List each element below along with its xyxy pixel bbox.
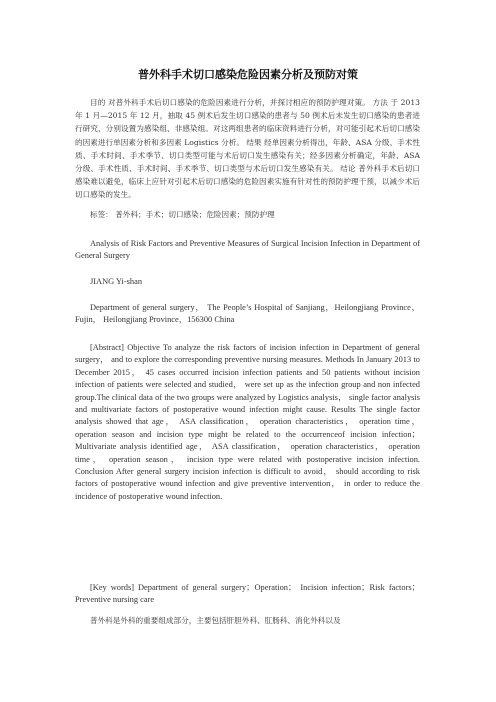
author-affiliation: Department of general surgery， The People’s Hospital of Sanjiang，Heilongjiang Province，Fujin， Heilongjiang Province，156300 China — [75, 303, 420, 325]
english-title: Analysis of Risk Factors and Preventive Measures of Surgical Incision Infection in Department of General Surgery — [75, 239, 420, 261]
body-text-start: 普外科是外科的重要组成部分，主要包括肝胆外科、肛肠科、消化外科以及 — [90, 616, 341, 625]
keywords-english: [Key words] Department of general surgery；Operation； Incision infection；Risk factors； Preventive nursing care — [75, 583, 420, 605]
author-name: JIANG Yi-shan — [90, 277, 143, 286]
keywords-chinese: 标签： 普外科；手术；切口感染；危险因素；预防护理 — [90, 210, 275, 219]
abstract-english: [Abstract] Objective To analyze the risk factors of incision infection in Department of general surgery， and to explore the corresponding preventive nursing measures. Methods In January 2013 to December 2015， 45 cases occurred incision infection patients and 50 patients without incision infection of patients were selected and studied， were set up as the infection group and non infected group.The clinical data of the two groups were analyzed by Logistics analysis， single factor analysis and multivariate factors of postoperative wound infection might cause. Results The single factor analysis showed that age， ASA classification， operation characteristics， operation time，operation season and incision type might be related to the occurrenceof incision infection；Multivariate analysis identified age， ASA classification， operation characteristics， operation time， operation season， incision type were related with postoperative incision infection. Conclusion After general surgery incision infection is difficult to avoid， should according to risk factors of postoperative wound infection and give preventive intervention， in order to reduce the incidence of postoperative wound infection. — [75, 343, 420, 501]
paper-title: 普外科手术切口感染危险因素分析及预防对策 — [138, 68, 358, 81]
abstract-chinese: 目的 对普外科手术后切口感染的危险因素进行分析，并探讨相应的预防护理对策。 方法 于 2013 年 1 月—2015 年 12 月，抽取 45 例术后发生切口感染的患者与 50 例术后未发生切口感染的患者进行研究，分别设置为感染组、非感染组。对这两组患者的临床资料进行分析，对可能引起术后切口感染的因素进行单因素分析和多因素 Logistics 分析。 结果 经单因素分析得出，年龄、ASA 分级、手术性质、手术时间、手术季节、切口类型可能与术后切口发生感染有关；经多因素分析确定，年龄、ASA 分级、手术性质、手术时间、手术季节、切口类型与术后切口发生感染有关。 结论 普外科手术后切口感染难以避免，临床上应针对引起术后切口感染的危险因素实施有针对性的预防护理干预，以减少术后切口感染的发生。 — [75, 98, 420, 200]
